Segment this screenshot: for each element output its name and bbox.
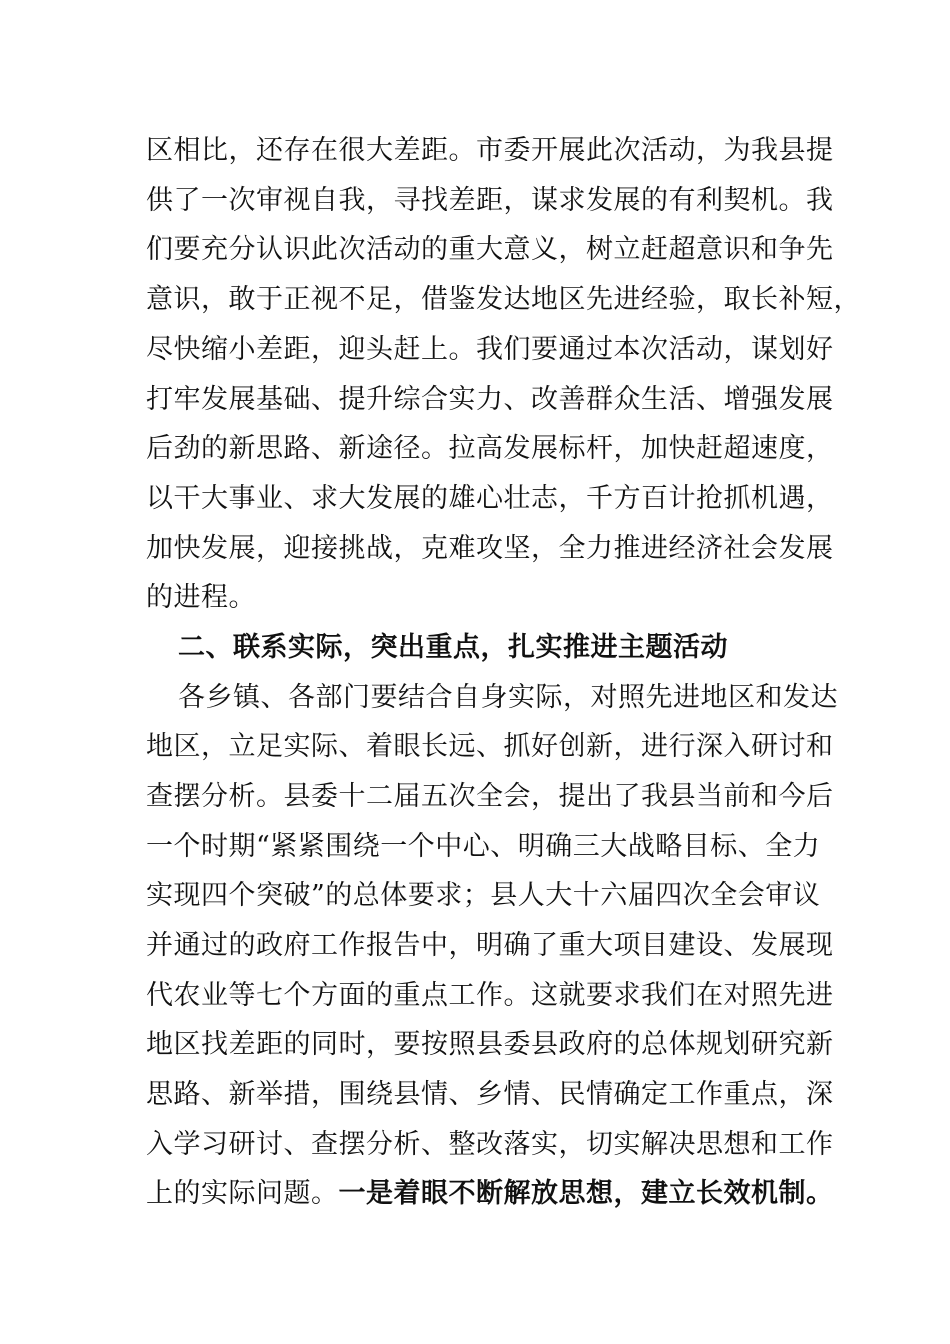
paragraph-line: 供了一次审视自我，寻找差距，谋求发展的有利契机。我	[146, 185, 834, 216]
paragraph-line: 查摆分析。县委十二届五次全会，提出了我县当前和今后	[146, 781, 834, 812]
paragraph-line: 打牢发展基础、提升综合实力、改善群众生活、增强发展	[146, 384, 834, 415]
section-heading: 二、联系实际，突出重点，扎实推进主题活动	[178, 632, 728, 663]
paragraph-line: 尽快缩小差距，迎头赶上。我们要通过本次活动，谋划好	[146, 334, 834, 365]
paragraph-line	[146, 1169, 834, 1219]
paragraph-line: 区相比，还存在很大差距。市委开展此次活动，为我县提	[146, 135, 834, 166]
paragraph-line: 实现四个突破”的总体要求；县人大十六届四次全会审议	[146, 880, 821, 911]
paragraph-line: 地区，立足实际、着眼长远、抓好创新，进行深入研讨和	[146, 731, 834, 762]
paragraph-line: 加快发展，迎接挑战，克难攻坚，全力推进经济社会发展	[146, 533, 834, 564]
paragraph-line: 的进程。	[146, 582, 256, 613]
plain-text-run: 上的实际问题。	[146, 1178, 339, 1209]
paragraph-line: 后劲的新思路、新途径。拉高发展标杆，加快赶超速度，	[146, 433, 834, 464]
paragraph-line: 们要充分认识此次活动的重大意义，树立赶超意识和争先	[146, 234, 834, 265]
paragraph-line: 思路、新举措，围绕县情、乡情、民情确定工作重点，深	[146, 1079, 834, 1110]
paragraph-line: 一个时期“紧紧围绕一个中心、明确三大战略目标、全力	[146, 831, 821, 862]
paragraph-line: 入学习研讨、查摆分析、整改落实，切实解决思想和工作	[146, 1129, 834, 1160]
paragraph-line: 以干大事业、求大发展的雄心壮志，千方百计抢抓机遇，	[146, 483, 834, 514]
paragraph-line: 代农业等七个方面的重点工作。这就要求我们在对照先进	[146, 980, 834, 1011]
paragraph-line: 并通过的政府工作报告中，明确了重大项目建设、发展现	[146, 930, 834, 961]
paragraph-line: 各乡镇、各部门要结合自身实际，对照先进地区和发达	[178, 682, 838, 713]
paragraph-line: 意识，敢于正视不足，借鉴发达地区先进经验，取长补短，	[146, 284, 861, 315]
paragraph-line: 地区找差距的同时，要按照县委县政府的总体规划研究新	[146, 1029, 834, 1060]
bold-text-run: 一是着眼不断解放思想，建立长效机制。	[338, 1178, 834, 1209]
